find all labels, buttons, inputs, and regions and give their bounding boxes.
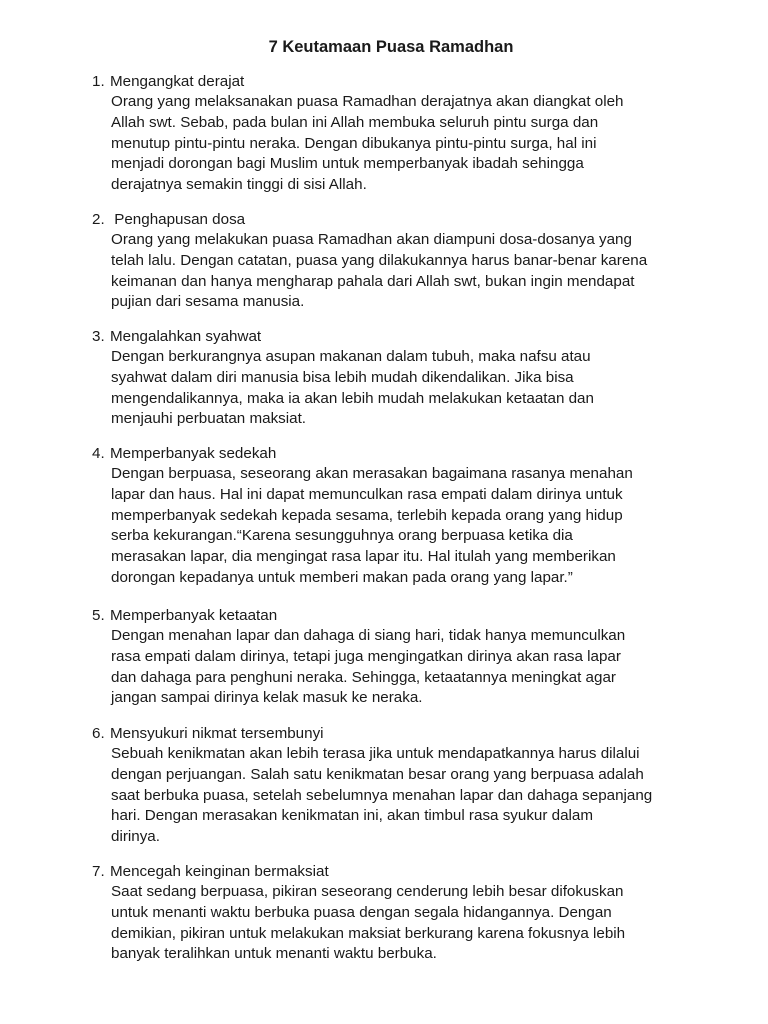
section-2 [92,209,712,313]
section-body [111,882,701,965]
section-number: 2. [92,211,105,228]
body-line: lapar dan haus. Hal ini dapat memunculkan rasa empati dalam dirinya untuk [111,485,623,503]
section-heading [92,605,712,626]
section-number: 7. [92,863,105,880]
body-line: dorongan kepadanya untuk memberi makan pada orang yang lapar.” [111,568,573,586]
section-number: 6. [92,725,105,742]
body-line: Orang yang melakukan puasa Ramadhan akan diampuni dosa-dosanya yang [111,231,632,248]
document-title: 7 Keutamaan Puasa Ramadhan [268,38,514,56]
section-body [111,230,701,313]
body-line: menjadi dorongan bagi Muslim untuk memperbanyak ibadah sehingga [111,155,584,173]
section-title: Penghapusan dosa [110,211,246,228]
section-body [111,464,701,589]
section-title: Memperbanyak sedekah [110,445,277,462]
section-title: Memperbanyak ketaatan [110,607,278,624]
body-line: mengendalikannya, maka ia akan lebih mudah melakukan ketaatan dan [111,389,594,407]
section-body [111,92,701,196]
section-number: 1. [92,73,105,90]
section-title: Mencegah keinginan bermaksiat [110,863,329,880]
body-line: demikian, pikiran untuk melakukan maksiat berkurang karena fokusnya lebih [111,924,626,942]
body-line: untuk menanti waktu berbuka puasa dengan segala hidangannya. Dengan [111,903,612,921]
section-body [111,347,701,430]
section-number: 5. [92,607,105,624]
body-line: menjauhi perbuatan maksiat. [111,410,307,428]
body-line: dirinya. [111,828,160,846]
section-heading [92,209,712,230]
body-line: derajatnya semakin tinggi di sisi Allah. [111,176,367,194]
body-line: Orang yang melaksanakan puasa Ramadhan derajatnya akan diangkat oleh [111,93,624,110]
section-heading [92,71,712,92]
body-line: rasa empati dalam dirinya, tetapi juga mengingatkan dirinya akan rasa lapar [111,647,621,665]
body-line: Saat sedang berpuasa, pikiran seseorang cenderung lebih besar difokuskan [111,883,624,900]
section-heading [92,326,712,347]
body-line: Allah swt. Sebab, pada bulan ini Allah membuka seluruh pintu surga dan [111,113,599,131]
section-4 [92,443,712,589]
section-body [111,744,701,848]
section-number: 3. [92,328,105,345]
body-line: syahwat dalam diri manusia bisa lebih mudah dikendalikan. Jika bisa [111,368,574,386]
body-line: dan dahaga para penghuni neraka. Sehingga, ketaatannya meningkat agar [111,668,616,686]
section-heading [92,723,712,744]
body-line: jangan sampai dirinya kelak masuk ke neraka. [111,689,423,707]
body-line: memperbanyak sedekah kepada sesama, terlebih kepada orang yang hidup [111,506,623,524]
section-heading [92,443,712,464]
body-line: keimanan dan hanya mengharap pahala dari Allah swt, bukan ingin mendapat [111,272,635,290]
section-body [111,626,701,709]
body-line: saat berbuka puasa, setelah sebelumnya menahan lapar dan dahaga sepanjang [111,786,653,804]
body-line: Sebuah kenikmatan akan lebih terasa jika untuk mendapatkannya harus dilalui [111,745,640,762]
section-number: 4. [92,445,105,462]
body-line: pujian dari sesama manusia. [111,293,305,311]
section-3 [92,326,712,430]
body-line: Dengan berpuasa, seseorang akan merasakan bagaimana rasanya menahan [111,465,633,482]
section-title: Mengangkat derajat [110,73,245,90]
body-line: Dengan menahan lapar dan dahaga di siang hari, tidak hanya memunculkan [111,627,626,644]
body-line: serba kekurangan.“Karena sesungguhnya orang berpuasa ketika dia [111,527,573,545]
body-line: banyak teralihkan untuk menanti waktu berbuka. [111,945,437,963]
body-line: hari. Dengan merasakan kenikmatan ini, akan timbul rasa syukur dalam [111,807,594,825]
body-line: telah lalu. Dengan catatan, puasa yang dilakukannya harus banar-benar karena [111,251,648,269]
section-6 [92,723,712,848]
section-7 [92,861,712,965]
section-5 [92,605,712,709]
section-title: Mensyukuri nikmat tersembunyi [110,725,324,742]
body-line: menutup pintu-pintu neraka. Dengan dibukanya pintu-pintu surga, hal ini [111,134,597,152]
section-title: Mengalahkan syahwat [110,328,262,345]
body-line: Dengan berkurangnya asupan makanan dalam tubuh, maka nafsu atau [111,348,591,365]
body-line: dengan perjuangan. Salah satu kenikmatan besar orang yang berpuasa adalah [111,765,644,783]
section-1 [92,71,712,196]
body-line: merasakan lapar, dia mengingat rasa lapar itu. Hal itulah yang memberikan [111,548,616,566]
section-heading [92,861,712,882]
